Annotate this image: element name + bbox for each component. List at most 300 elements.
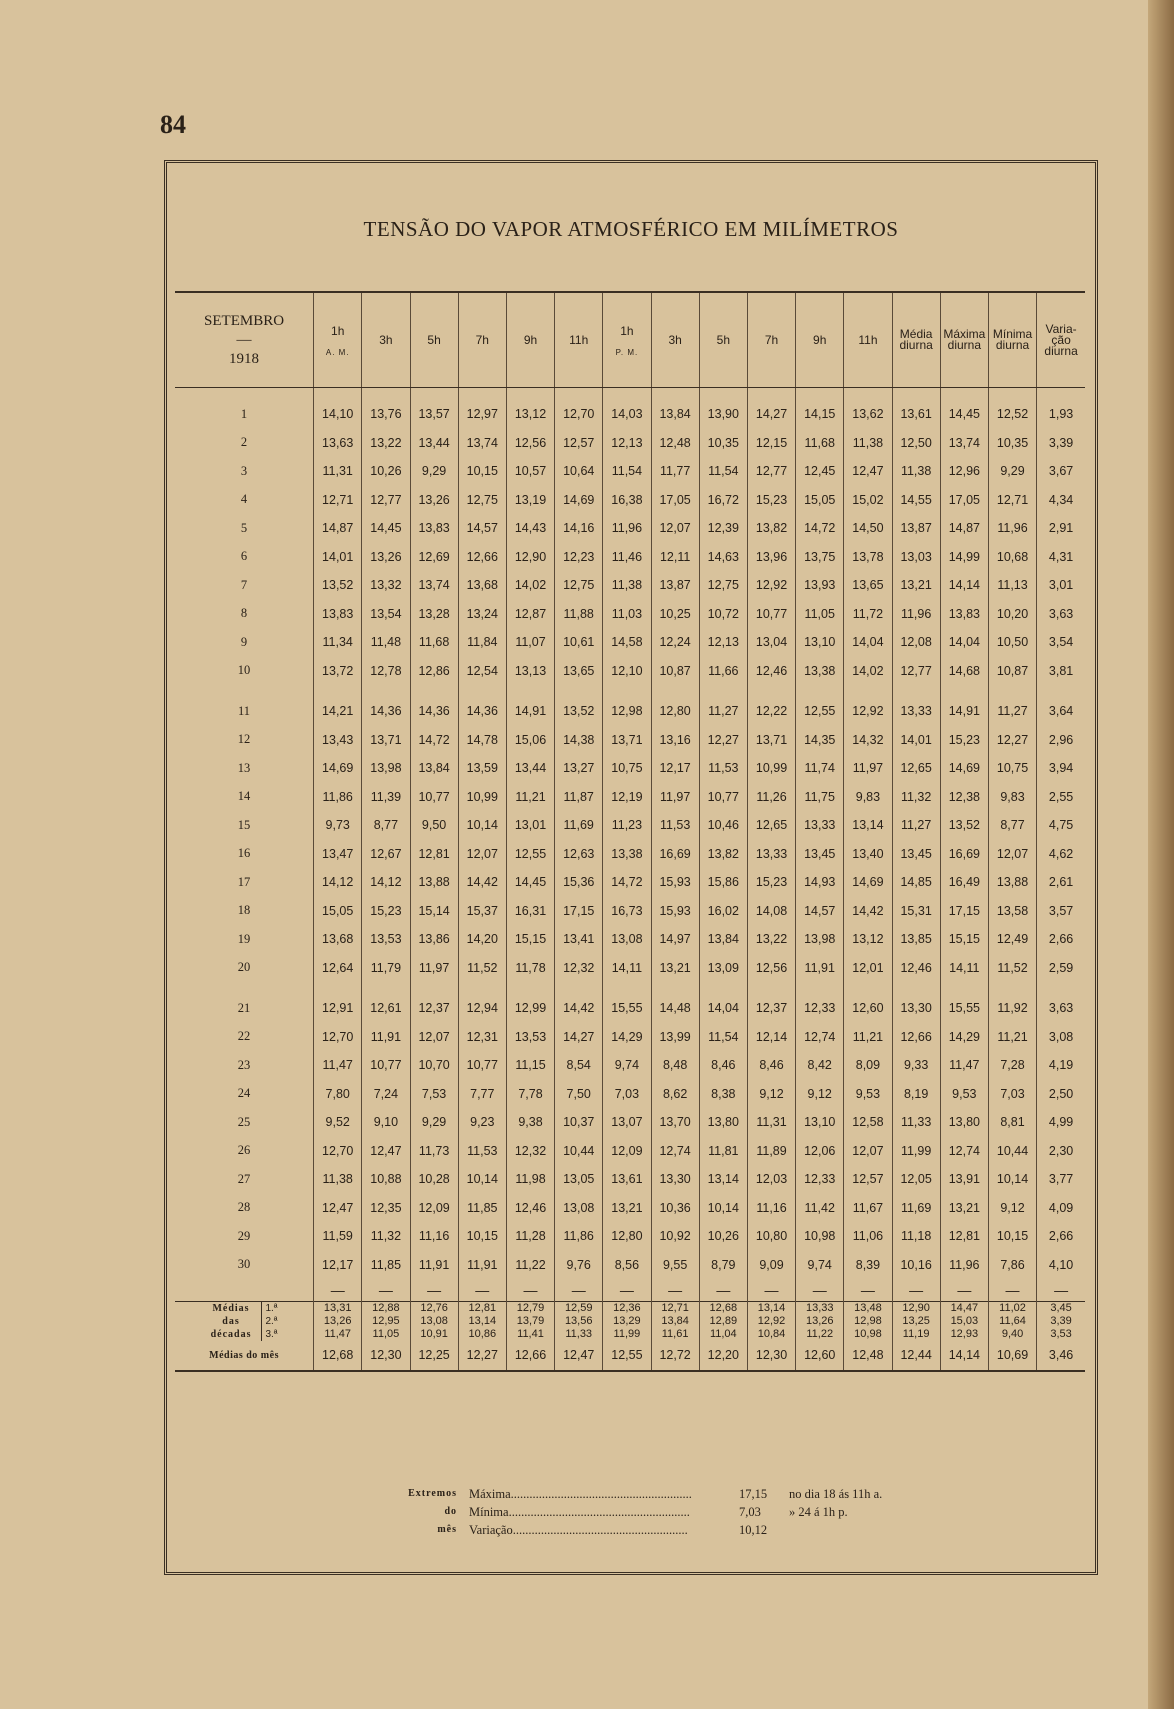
value-cell: 9,83 — [844, 783, 892, 812]
value-cell: 13,54 — [362, 600, 410, 629]
value-cell: 12,80 — [603, 1222, 651, 1251]
value-cell: 10,99 — [458, 783, 506, 812]
value-cell: 8,46 — [699, 1051, 747, 1080]
value-cell: 4,75 — [1037, 811, 1085, 840]
hour-header: 9h — [796, 292, 844, 388]
decade-mean-cell: 13,31 13,26 11,47 — [314, 1302, 362, 1342]
value-cell: 13,33 — [892, 697, 940, 726]
value-cell: 7,77 — [458, 1080, 506, 1109]
value-cell: 9,50 — [410, 811, 458, 840]
value-cell: 12,67 — [362, 840, 410, 869]
value-cell: 11,06 — [844, 1222, 892, 1251]
value-cell: 12,58 — [844, 1108, 892, 1137]
value-cell: 11,97 — [844, 754, 892, 783]
value-cell: 12,66 — [892, 1023, 940, 1052]
value-cell: 13,68 — [458, 571, 506, 600]
value-cell: 12,07 — [410, 1023, 458, 1052]
value-cell: 11,31 — [747, 1108, 795, 1137]
value-cell: 7,80 — [314, 1080, 362, 1109]
value-cell: 11,84 — [458, 628, 506, 657]
value-cell: 11,79 — [362, 954, 410, 983]
value-cell: 13,61 — [892, 388, 940, 429]
month-mean-cell: 12,68 — [314, 1341, 362, 1371]
value-cell: 3,64 — [1037, 697, 1085, 726]
value-cell: 11,88 — [555, 600, 603, 629]
table-row — [175, 1222, 1085, 1251]
value-cell: 10,15 — [458, 457, 506, 486]
value-cell: 11,77 — [651, 457, 699, 486]
value-cell: 12,99 — [506, 994, 554, 1023]
value-cell: 11,31 — [314, 457, 362, 486]
hour-header: 3h — [362, 292, 410, 388]
value-cell: 13,84 — [410, 754, 458, 783]
day-cell: 9 — [240, 634, 248, 649]
value-cell: 14,97 — [651, 925, 699, 954]
value-cell: 13,01 — [506, 811, 554, 840]
value-cell: 10,88 — [362, 1165, 410, 1194]
value-cell: 10,99 — [747, 754, 795, 783]
hour-header: 5h — [699, 292, 747, 388]
table-row — [175, 994, 1085, 1023]
value-cell: 14,85 — [892, 868, 940, 897]
value-cell: 12,75 — [699, 571, 747, 600]
value-cell: 15,23 — [362, 897, 410, 926]
value-cell: 7,50 — [555, 1080, 603, 1109]
day-cell: 26 — [237, 1143, 251, 1158]
value-cell: 13,83 — [314, 600, 362, 629]
value-cell: 12,46 — [747, 657, 795, 686]
value-cell: 11,87 — [555, 783, 603, 812]
day-cell: 5 — [240, 520, 248, 535]
value-cell: 12,13 — [603, 429, 651, 458]
value-cell: 11,42 — [796, 1194, 844, 1223]
value-cell: 10,28 — [410, 1165, 458, 1194]
value-cell: 14,63 — [699, 543, 747, 572]
decade-gap — [175, 982, 1085, 994]
value-cell: 13,32 — [362, 571, 410, 600]
value-cell: 14,87 — [940, 514, 988, 543]
value-cell: 14,99 — [940, 543, 988, 572]
value-cell: 14,57 — [796, 897, 844, 926]
decade-mean-cell: 13,33 13,26 11,22 — [796, 1302, 844, 1342]
value-cell: 7,03 — [988, 1080, 1036, 1109]
dash-cell: — — [1037, 1279, 1085, 1302]
table-row — [175, 486, 1085, 515]
dash-cell: — — [314, 1279, 362, 1302]
value-cell: 14,20 — [458, 925, 506, 954]
value-cell: 10,35 — [988, 429, 1036, 458]
value-cell: 11,78 — [506, 954, 554, 983]
day-cell: 25 — [237, 1114, 251, 1129]
value-cell: 9,74 — [603, 1051, 651, 1080]
value-cell: 11,59 — [314, 1222, 362, 1251]
value-cell: 11,99 — [892, 1137, 940, 1166]
value-cell: 9,53 — [844, 1080, 892, 1109]
value-cell: 8,79 — [699, 1251, 747, 1280]
decade-mean-cell: 12,81 13,14 10,86 — [458, 1302, 506, 1342]
value-cell: 15,55 — [940, 994, 988, 1023]
table-row — [175, 429, 1085, 458]
month-mean-cell: 12,27 — [458, 1341, 506, 1371]
value-cell: 9,12 — [988, 1194, 1036, 1223]
table-row — [175, 1137, 1085, 1166]
value-cell: 10,77 — [362, 1051, 410, 1080]
value-cell: 9,38 — [506, 1108, 554, 1137]
month-mean-cell: 12,48 — [844, 1341, 892, 1371]
value-cell: 12,32 — [555, 954, 603, 983]
value-cell: 11,92 — [988, 994, 1036, 1023]
value-cell: 11,52 — [458, 954, 506, 983]
value-cell: 14,15 — [796, 388, 844, 429]
value-cell: 7,53 — [410, 1080, 458, 1109]
value-cell: 12,45 — [796, 457, 844, 486]
dash-cell: — — [940, 1279, 988, 1302]
value-cell: 2,96 — [1037, 726, 1085, 755]
value-cell: 13,30 — [892, 994, 940, 1023]
value-cell: 12,07 — [458, 840, 506, 869]
value-cell: 7,78 — [506, 1080, 554, 1109]
value-cell: 10,77 — [458, 1051, 506, 1080]
value-cell: 11,16 — [410, 1222, 458, 1251]
value-cell: 15,31 — [892, 897, 940, 926]
value-cell: 8,56 — [603, 1251, 651, 1280]
value-cell: 15,05 — [314, 897, 362, 926]
value-cell: 12,32 — [506, 1137, 554, 1166]
table-row — [175, 1051, 1085, 1080]
value-cell: 13,24 — [458, 600, 506, 629]
value-cell: 10,26 — [699, 1222, 747, 1251]
value-cell: 12,64 — [314, 954, 362, 983]
value-cell: 8,38 — [699, 1080, 747, 1109]
value-cell: 10,75 — [988, 754, 1036, 783]
value-cell: 12,98 — [603, 697, 651, 726]
value-cell: 10,87 — [988, 657, 1036, 686]
value-cell: 13,72 — [314, 657, 362, 686]
table-row — [175, 954, 1085, 983]
vapor-tension-table — [175, 291, 1085, 1372]
value-cell: 13,44 — [410, 429, 458, 458]
value-cell: 13,38 — [796, 657, 844, 686]
value-cell: 12,06 — [796, 1137, 844, 1166]
extreme-variation: Variação........................................................ 10,12 — [469, 1523, 768, 1537]
table-row — [175, 600, 1085, 629]
value-cell: 13,30 — [651, 1165, 699, 1194]
value-cell: 11,91 — [362, 1023, 410, 1052]
value-cell: 12,14 — [747, 1023, 795, 1052]
value-cell: 13,27 — [555, 754, 603, 783]
value-cell: 11,48 — [362, 628, 410, 657]
value-cell: 11,72 — [844, 600, 892, 629]
day-cell: 14 — [237, 789, 251, 804]
value-cell: 10,87 — [651, 657, 699, 686]
day-cell: 1 — [240, 406, 248, 421]
value-cell: 13,65 — [844, 571, 892, 600]
value-cell: 11,34 — [314, 628, 362, 657]
value-cell: 14,72 — [796, 514, 844, 543]
value-cell: 12,13 — [699, 628, 747, 657]
value-cell: 14,58 — [603, 628, 651, 657]
value-cell: 12,56 — [506, 429, 554, 458]
value-cell: 13,87 — [651, 571, 699, 600]
dash-cell: — — [506, 1279, 554, 1302]
value-cell: 3,08 — [1037, 1023, 1085, 1052]
day-cell: 12 — [237, 732, 251, 747]
value-cell: 14,48 — [651, 994, 699, 1023]
value-cell: 16,69 — [651, 840, 699, 869]
value-cell: 14,11 — [603, 954, 651, 983]
hour-header: 9h — [506, 292, 554, 388]
hour-header: 5h — [410, 292, 458, 388]
page-title: TENSÃO DO VAPOR ATMOSFÉRICO EM MILÍMETROS — [363, 217, 899, 241]
value-cell: 13,22 — [747, 925, 795, 954]
value-cell: 13,08 — [603, 925, 651, 954]
value-cell: 2,59 — [1037, 954, 1085, 983]
value-cell: 11,27 — [892, 811, 940, 840]
value-cell: 13,21 — [603, 1194, 651, 1223]
value-cell: 12,15 — [747, 429, 795, 458]
value-cell: 13,96 — [747, 543, 795, 572]
table-row — [175, 726, 1085, 755]
value-cell: 13,03 — [892, 543, 940, 572]
value-cell: 8,62 — [651, 1080, 699, 1109]
value-cell: 10,77 — [410, 783, 458, 812]
decade-mean-cell: 12,68 12,89 11,04 — [699, 1302, 747, 1342]
value-cell: 12,55 — [796, 697, 844, 726]
value-cell: 11,66 — [699, 657, 747, 686]
value-cell: 11,68 — [410, 628, 458, 657]
year-label: 1918 — [229, 350, 260, 367]
value-cell: 3,63 — [1037, 994, 1085, 1023]
value-cell: 12,57 — [844, 1165, 892, 1194]
value-cell: 13,26 — [362, 543, 410, 572]
value-cell: 15,37 — [458, 897, 506, 926]
value-cell: 9,33 — [892, 1051, 940, 1080]
value-cell: 13,75 — [796, 543, 844, 572]
value-cell: 11,38 — [603, 571, 651, 600]
value-cell: 8,46 — [747, 1051, 795, 1080]
hour-header: 7h — [458, 292, 506, 388]
value-cell: 11,69 — [892, 1194, 940, 1223]
value-cell: 14,69 — [555, 486, 603, 515]
value-cell: 12,78 — [362, 657, 410, 686]
value-cell: 15,14 — [410, 897, 458, 926]
table-row — [175, 783, 1085, 812]
value-cell: 12,97 — [458, 388, 506, 429]
value-cell: 13,88 — [410, 868, 458, 897]
value-cell: 14,10 — [314, 388, 362, 429]
value-cell: 15,23 — [747, 868, 795, 897]
month-dash: — — [236, 331, 252, 348]
value-cell: 12,37 — [747, 994, 795, 1023]
value-cell: 13,71 — [747, 726, 795, 755]
value-cell: 13,83 — [940, 600, 988, 629]
day-cell: 23 — [237, 1057, 251, 1072]
value-cell: 12,81 — [410, 840, 458, 869]
value-cell: 10,14 — [988, 1165, 1036, 1194]
extreme-max: Máxima.......................................................... 17,15 no dia 18 ás 11h a. — [469, 1487, 883, 1501]
day-cell: 27 — [237, 1171, 251, 1186]
day-cell: 13 — [237, 760, 251, 775]
value-cell: 12,91 — [314, 994, 362, 1023]
value-cell: 13,82 — [747, 514, 795, 543]
value-cell: 12,08 — [892, 628, 940, 657]
day-cell: 17 — [237, 874, 251, 889]
value-cell: 12,92 — [844, 697, 892, 726]
value-cell: 14,12 — [314, 868, 362, 897]
value-cell: 14,42 — [458, 868, 506, 897]
value-cell: 12,19 — [603, 783, 651, 812]
table-row — [175, 1108, 1085, 1137]
value-cell: 12,49 — [988, 925, 1036, 954]
month-mean-cell: 12,44 — [892, 1341, 940, 1371]
value-cell: 2,61 — [1037, 868, 1085, 897]
value-cell: 13,61 — [603, 1165, 651, 1194]
value-cell: 13,85 — [892, 925, 940, 954]
value-cell: 10,14 — [458, 811, 506, 840]
value-cell: 12,17 — [651, 754, 699, 783]
value-cell: 12,81 — [940, 1222, 988, 1251]
value-cell: 14,27 — [747, 388, 795, 429]
value-cell: 12,27 — [988, 726, 1036, 755]
value-cell: 14,02 — [506, 571, 554, 600]
day-cell: 29 — [237, 1228, 251, 1243]
value-cell: 13,40 — [844, 840, 892, 869]
month-mean-cell: 3,46 — [1037, 1341, 1085, 1371]
value-cell: 11,03 — [603, 600, 651, 629]
value-cell: 12,54 — [458, 657, 506, 686]
day-cell: 21 — [237, 1000, 251, 1015]
value-cell: 11,39 — [362, 783, 410, 812]
dash-cell: — — [362, 1279, 410, 1302]
value-cell: 13,84 — [651, 388, 699, 429]
value-cell: 12,71 — [314, 486, 362, 515]
value-cell: 2,30 — [1037, 1137, 1085, 1166]
value-cell: 14,57 — [458, 514, 506, 543]
value-cell: 4,62 — [1037, 840, 1085, 869]
value-cell: 13,07 — [603, 1108, 651, 1137]
value-cell: 12,56 — [747, 954, 795, 983]
value-cell: 12,05 — [892, 1165, 940, 1194]
value-cell: 13,90 — [699, 388, 747, 429]
value-cell: 12,60 — [844, 994, 892, 1023]
value-cell: 12,65 — [747, 811, 795, 840]
day-cell: 3 — [240, 463, 248, 478]
value-cell: 7,24 — [362, 1080, 410, 1109]
value-cell: 12,74 — [796, 1023, 844, 1052]
day-cell: 8 — [240, 606, 248, 621]
am-label: A. M. — [325, 347, 350, 357]
value-cell: 10,26 — [362, 457, 410, 486]
value-cell: 10,44 — [555, 1137, 603, 1166]
value-cell: 11,74 — [796, 754, 844, 783]
value-cell: 11,54 — [603, 457, 651, 486]
value-cell: 11,85 — [458, 1194, 506, 1223]
value-cell: 13,80 — [940, 1108, 988, 1137]
table-row — [175, 1080, 1085, 1109]
value-cell: 14,27 — [555, 1023, 603, 1052]
value-cell: 7,28 — [988, 1051, 1036, 1080]
value-cell: 2,66 — [1037, 925, 1085, 954]
value-cell: 11,32 — [362, 1222, 410, 1251]
value-cell: 13,12 — [506, 388, 554, 429]
value-cell: 13,70 — [651, 1108, 699, 1137]
decade-mean-cell: 13,14 12,92 10,84 — [747, 1302, 795, 1342]
header-row — [175, 292, 1085, 388]
table-row — [175, 925, 1085, 954]
value-cell: 11,81 — [699, 1137, 747, 1166]
decade-mean-cell: 12,71 13,84 11,61 — [651, 1302, 699, 1342]
value-cell: 11,86 — [314, 783, 362, 812]
value-cell: 3,39 — [1037, 429, 1085, 458]
decade-means-label: Médias das décadas 1.ª 2.ª 3.ª — [175, 1302, 314, 1342]
table-row — [175, 388, 1085, 429]
value-cell: 12,74 — [940, 1137, 988, 1166]
dash-cell: — — [555, 1279, 603, 1302]
value-cell: 14,01 — [314, 543, 362, 572]
value-cell: 12,27 — [699, 726, 747, 755]
value-cell: 12,86 — [410, 657, 458, 686]
hour-header: 1h P. M. — [603, 292, 651, 388]
value-cell: 13,21 — [940, 1194, 988, 1223]
value-cell: 13,41 — [555, 925, 603, 954]
value-cell: 12,09 — [410, 1194, 458, 1223]
table-row — [175, 1251, 1085, 1280]
day-cell: 7 — [240, 577, 248, 592]
value-cell: 12,23 — [555, 543, 603, 572]
value-cell: 10,16 — [892, 1251, 940, 1280]
value-cell: 12,77 — [892, 657, 940, 686]
value-cell: 13,53 — [362, 925, 410, 954]
value-cell: 3,01 — [1037, 571, 1085, 600]
value-cell: 9,73 — [314, 811, 362, 840]
value-cell: 11,54 — [699, 1023, 747, 1052]
value-cell: 14,72 — [410, 726, 458, 755]
value-cell: 4,31 — [1037, 543, 1085, 572]
value-cell: 11,47 — [314, 1051, 362, 1080]
value-cell: 13,14 — [844, 811, 892, 840]
table-row — [175, 1194, 1085, 1223]
value-cell: 8,48 — [651, 1051, 699, 1080]
value-cell: 7,03 — [603, 1080, 651, 1109]
value-cell: 3,77 — [1037, 1165, 1085, 1194]
value-cell: 14,35 — [796, 726, 844, 755]
value-cell: 11,33 — [892, 1108, 940, 1137]
value-cell: 13,59 — [458, 754, 506, 783]
table-row — [175, 543, 1085, 572]
decade-mean-cell: 12,59 13,56 11,33 — [555, 1302, 603, 1342]
value-cell: 9,09 — [747, 1251, 795, 1280]
hour-header: 3h — [651, 292, 699, 388]
table-row — [175, 514, 1085, 543]
value-cell: 13,33 — [796, 811, 844, 840]
value-cell: 14,32 — [844, 726, 892, 755]
value-cell: 13,52 — [555, 697, 603, 726]
month-mean-cell: 12,60 — [796, 1341, 844, 1371]
value-cell: 10,77 — [747, 600, 795, 629]
day-cell: 11 — [238, 703, 251, 718]
value-cell: 8,77 — [988, 811, 1036, 840]
value-cell: 13,33 — [747, 840, 795, 869]
value-cell: 12,22 — [747, 697, 795, 726]
value-cell: 13,98 — [362, 754, 410, 783]
value-cell: 14,36 — [362, 697, 410, 726]
value-cell: 10,70 — [410, 1051, 458, 1080]
day-cell: 2 — [240, 435, 248, 450]
month-mean-cell: 12,72 — [651, 1341, 699, 1371]
value-cell: 12,75 — [458, 486, 506, 515]
value-cell: 16,73 — [603, 897, 651, 926]
value-cell: 15,93 — [651, 868, 699, 897]
